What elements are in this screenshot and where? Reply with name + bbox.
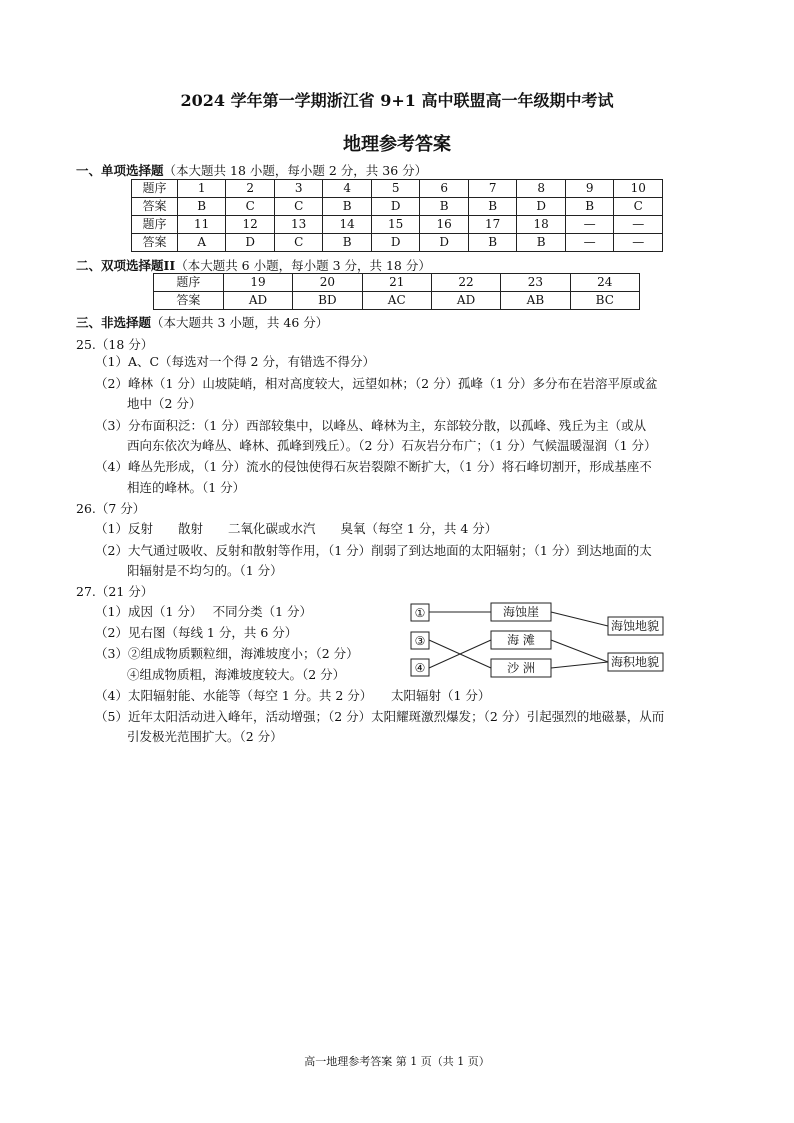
table-cell: 24 [570, 274, 639, 292]
table-cell: 1 [177, 180, 226, 198]
table-cell: 3 [274, 180, 323, 198]
table-cell: B [517, 234, 566, 252]
q27-line: （3）②组成物质颗粒细，海滩坡度小；（2 分） [95, 646, 359, 661]
table-row [154, 274, 640, 292]
table-cell: B [323, 198, 372, 216]
q26-line: （1）反射 散射 二氧化碳或水汽 臭氧（每空 1 分，共 4 分） [95, 521, 498, 536]
table-cell: 4 [323, 180, 372, 198]
table-cell: 2 [226, 180, 275, 198]
section2-heading: 二、双项选择题II [76, 258, 176, 273]
diagram-middle-label: 海 滩 [507, 633, 535, 647]
table-cell: C [274, 198, 323, 216]
q26-line: 阳辐射是不均匀的。（1 分） [127, 563, 283, 578]
table-cell: B [468, 234, 517, 252]
table-cell: 题序 [132, 180, 178, 198]
table-cell: 答案 [132, 234, 178, 252]
table-cell: 17 [468, 216, 517, 234]
landform-matching-diagram [405, 596, 695, 686]
table-cell: 22 [431, 274, 500, 292]
q25-line: （3）分布面积泛：（1 分）西部较集中，以峰丛、峰林为主，东部较分散，以孤峰、残丘为主（或从 [95, 418, 647, 433]
table-cell: 5 [371, 180, 420, 198]
q26-line: （2）大气通过吸收、反射和散射等作用，（1 分）削弱了到达地面的太阳辐射；（1 分）到达地面的太 [95, 543, 652, 558]
page-footer: 高一地理参考答案 第 1 页（共 1 页） [304, 1055, 490, 1068]
q26-label: 26.（7 分） [76, 501, 146, 516]
table-cell: 20 [293, 274, 362, 292]
q25-label: 25.（18 分） [76, 337, 154, 352]
table-cell: — [565, 234, 614, 252]
table-cell: D [371, 198, 420, 216]
table-cell: BC [570, 292, 639, 310]
table-cell: B [420, 198, 469, 216]
table-cell: 15 [371, 216, 420, 234]
table-cell: 16 [420, 216, 469, 234]
section1-heading-line [76, 161, 427, 179]
table-cell: 9 [565, 180, 614, 198]
table-cell: AC [362, 292, 431, 310]
q27-line: （1）成因（1 分） 不同分类（1 分） [95, 604, 313, 619]
table-cell: 题序 [154, 274, 224, 292]
table-cell: C [226, 198, 275, 216]
q27-line: （4）太阳辐射能、水能等（每空 1 分。共 2 分） 太阳辐射（1 分） [95, 688, 491, 703]
table-cell: 答案 [132, 198, 178, 216]
table-cell: 13 [274, 216, 323, 234]
double-choice-table [153, 273, 640, 310]
diagram-middle-label: 沙 洲 [507, 661, 535, 675]
table-cell: 19 [223, 274, 292, 292]
table-cell: B [177, 198, 226, 216]
table-cell: 23 [501, 274, 570, 292]
table-cell: BD [293, 292, 362, 310]
q27-label: 27.（21 分） [76, 584, 154, 599]
table-cell: 21 [362, 274, 431, 292]
table-cell: — [614, 234, 663, 252]
table-row [132, 216, 663, 234]
section1-note: （本大题共 18 小题，每小题 2 分，共 36 分） [163, 163, 428, 178]
table-cell: — [614, 216, 663, 234]
q27-line: ④组成物质粗，海滩坡度较大。（2 分） [127, 667, 346, 682]
table-cell: 11 [177, 216, 226, 234]
table-cell: A [177, 234, 226, 252]
q25-line: 地中（2 分） [127, 396, 202, 411]
table-cell: AD [431, 292, 500, 310]
q27-line: 引发极光范围扩大。（2 分） [127, 729, 283, 744]
q25-line: 相连的峰林。（1 分） [127, 480, 246, 495]
q25-line: （1）A、C（每选对一个得 2 分，有错选不得分） [95, 354, 375, 369]
table-cell: 7 [468, 180, 517, 198]
diagram-right-label: 海积地貌 [610, 655, 660, 669]
table-cell: D [420, 234, 469, 252]
table-cell: 12 [226, 216, 275, 234]
table-cell: 10 [614, 180, 663, 198]
q25-line: （2）峰林（1 分）山坡陡峭，相对高度较大，远望如林；（2 分）孤峰（1 分）多分布在岩溶平原或盆 [95, 376, 658, 391]
table-cell: B [468, 198, 517, 216]
table-cell: 14 [323, 216, 372, 234]
table-cell: 6 [420, 180, 469, 198]
page-subtitle: 地理参考答案 [343, 134, 451, 155]
table-cell: D [517, 198, 566, 216]
table-cell: AD [223, 292, 292, 310]
table-cell: B [565, 198, 614, 216]
diagram-left-label: ① [414, 606, 426, 620]
table-row [154, 292, 640, 310]
table-row [132, 198, 663, 216]
section3-heading-line [76, 313, 328, 331]
connector-line [551, 640, 608, 662]
diagram-left-label: ③ [414, 634, 426, 648]
q25-line: 西向东依次为峰丛、峰林、孤峰到残丘）。（2 分）石灰岩分布广；（1 分）气候温暖湿润（1 分） [127, 438, 657, 453]
table-cell: C [274, 234, 323, 252]
connector-line [551, 662, 608, 668]
q25-line: （4）峰丛先形成，（1 分）流水的侵蚀使得石灰岩裂隙不断扩大，（1 分）将石峰切割开，形成基座不 [95, 459, 652, 474]
table-cell: C [614, 198, 663, 216]
table-cell: B [323, 234, 372, 252]
table-cell: 18 [517, 216, 566, 234]
section3-heading: 三、非选择题 [76, 315, 152, 330]
q27-line: （5）近年太阳活动进入峰年，活动增强；（2 分）太阳耀斑激烈爆发；（2 分）引起强烈的地磁暴，从而 [95, 709, 665, 724]
q27-line: （2）见右图（每线 1 分，共 6 分） [95, 625, 298, 640]
table-cell: 答案 [154, 292, 224, 310]
table-row [132, 234, 663, 252]
table-row [132, 180, 663, 198]
connector-line [551, 612, 608, 626]
table-cell: — [565, 216, 614, 234]
diagram-middle-label: 海蚀崖 [502, 605, 540, 619]
diagram-right-label: 海蚀地貌 [610, 619, 660, 633]
diagram-left-label: ④ [414, 661, 426, 675]
table-cell: D [371, 234, 420, 252]
section1-heading: 一、单项选择题 [76, 163, 164, 178]
table-cell: 题序 [132, 216, 178, 234]
section2-heading-line [76, 256, 431, 274]
table-cell: AB [501, 292, 570, 310]
table-cell: D [226, 234, 275, 252]
table-cell: 8 [517, 180, 566, 198]
section3-note: （本大题共 3 小题，共 46 分） [151, 315, 329, 330]
page-title: 2024 学年第一学期浙江省 9+1 高中联盟高一年级期中考试 [180, 91, 614, 110]
section2-note: （本大题共 6 小题，每小题 3 分，共 18 分） [175, 258, 431, 273]
single-choice-table [131, 179, 663, 252]
